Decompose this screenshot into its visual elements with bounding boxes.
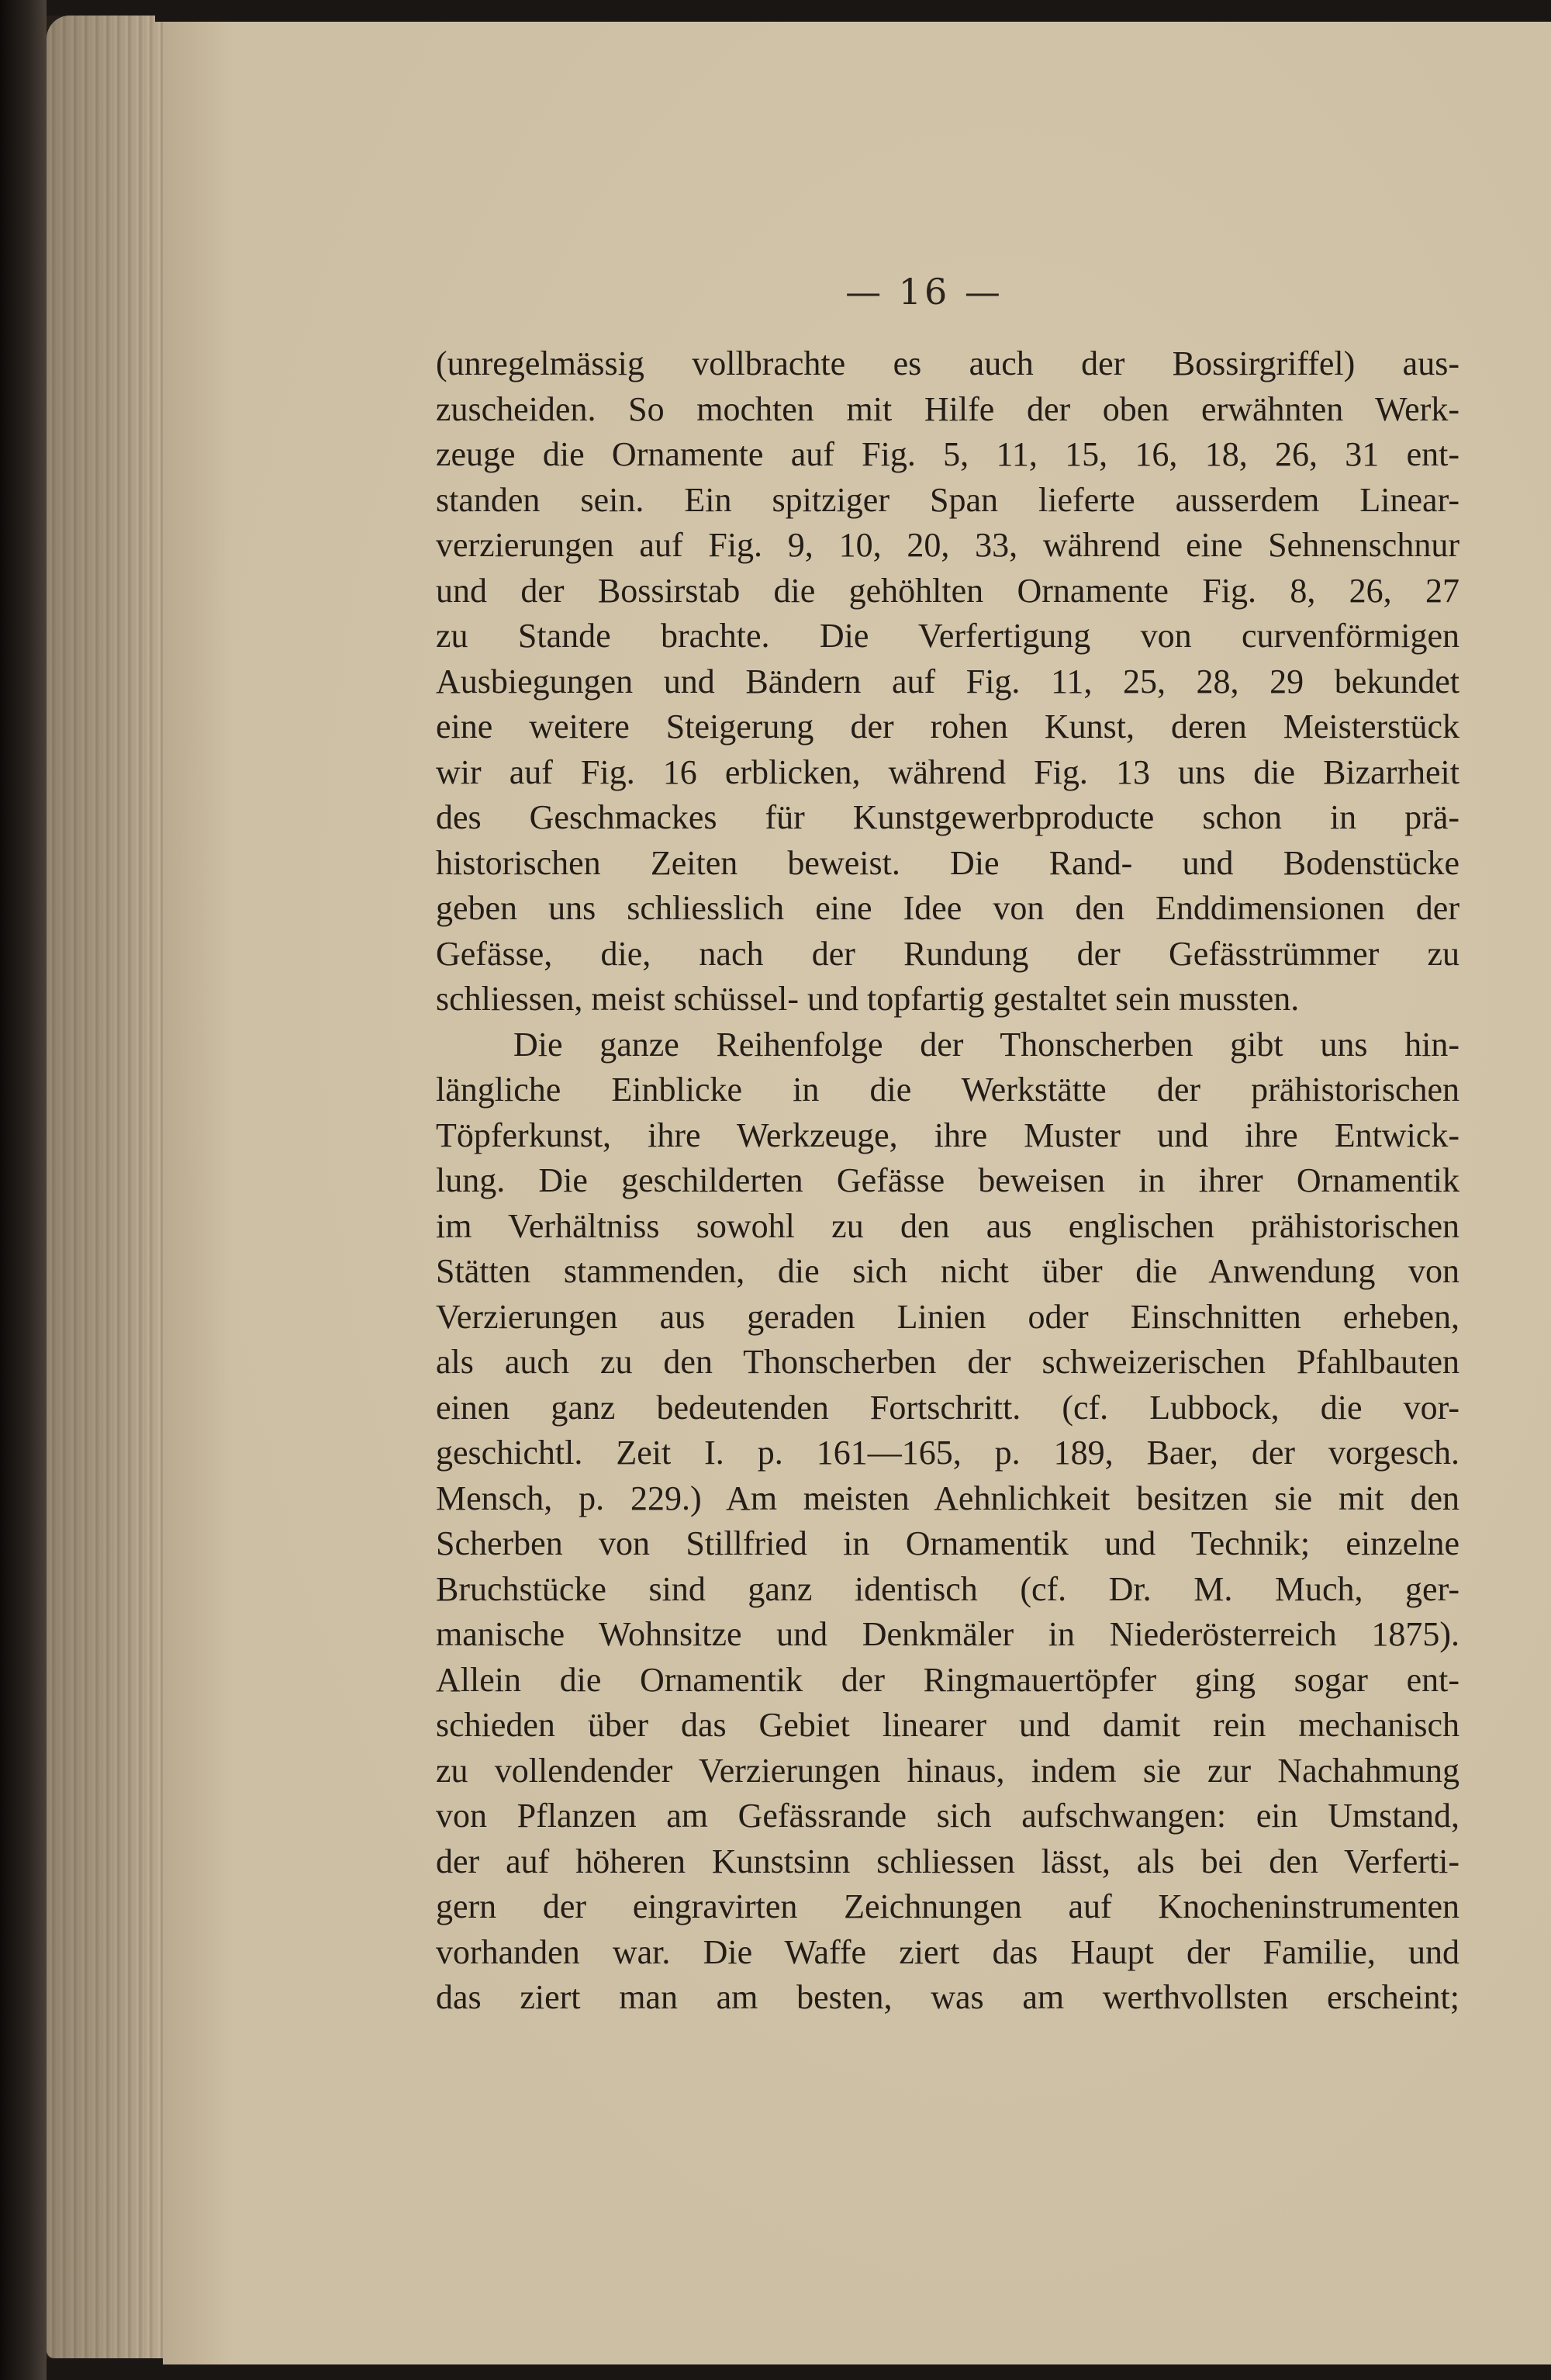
text-line: manische Wohnsitze und Denkmäler in Niederösterreich 1875). [436,1615,1459,1653]
text-line: standen sein. Ein spitziger Span lieferte ausserdem Linear- [436,480,1459,519]
text-line: längliche Einblicke in die Werkstätte der prähistorischen [436,1071,1459,1109]
page-number: — 16 — [845,271,1003,313]
text-line: schieden über das Gebiet linearer und damit rein mechanisch [436,1706,1459,1744]
text-line: Die ganze Reihenfolge der Thonscherben gibt uns hin- [513,1025,1459,1064]
text-line: schliessen, meist schüssel- und topfartig gestaltet sein mussten. [436,980,1300,1018]
text-line: geschichtl. Zeit I. p. 161—165, p. 189, Baer, der vorgesch. [436,1434,1459,1472]
text-line: Gefässe, die, nach der Rundung der Gefässtrümmer zu [436,934,1459,973]
text-line: als auch zu den Thonscherben der schweizerischen Pfahlbauten [436,1343,1459,1381]
text-line: vorhanden war. Die Waffe ziert das Haupt der Familie, und [436,1932,1459,1971]
top-shadow [155,0,1551,22]
text-line: wir auf Fig. 16 erblicken, während Fig. 13 uns die Bizarrheit [436,752,1459,791]
text-line: und der Bossirstab die gehöhlten Ornamente Fig. 8, 26, 27 [436,571,1459,610]
text-line: Bruchstücke sind ganz identisch (cf. Dr. M. Much, ger- [436,1569,1459,1608]
text-line: der auf höheren Kunstsinn schliessen lässt, als bei den Verferti- [436,1842,1459,1880]
text-line: historischen Zeiten beweist. Die Rand- und Bodenstücke [436,843,1459,882]
text-line: verzierungen auf Fig. 9, 10, 20, 33, während eine Sehnenschnur [436,526,1459,564]
body-text [436,341,1459,2021]
text-line: Stätten stammenden, die sich nicht über die Anwendung von [436,1252,1459,1290]
text-line: Mensch, p. 229.) Am meisten Aehnlichkeit besitzen sie mit den [436,1479,1459,1517]
page-edges [47,16,178,2358]
text-line: von Pflanzen am Gefässrande sich aufschwangen: ein Umstand, [436,1797,1459,1835]
text-line: des Geschmackes für Kunstgewerbproducte schon in prä- [436,798,1459,836]
text-line: Verzierungen aus geraden Linien oder Einschnitten erheben, [436,1297,1459,1336]
text-line: zuscheiden. So mochten mit Hilfe der oben erwähnten Werk- [436,389,1459,428]
text-line: Ausbiegungen und Bändern auf Fig. 11, 25, 28, 29 bekundet [436,662,1459,701]
text-line: gern der eingravirten Zeichnungen auf Knocheninstrumenten [436,1887,1459,1925]
text-line: einen ganz bedeutenden Fortschritt. (cf. Lubbock, die vor- [436,1388,1459,1427]
text-line: zeuge die Ornamente auf Fig. 5, 11, 15, 16, 18, 26, 31 ent- [436,435,1459,473]
text-line: zu vollendender Verzierungen hinaus, indem sie zur Nachahmung [436,1751,1459,1790]
text-line: Allein die Ornamentik der Ringmauertöpfer ging sogar ent- [436,1660,1459,1699]
text-line: das ziert man am besten, was am werthvollsten erscheint; [436,1978,1459,2016]
text-line: geben uns schliesslich eine Idee von den Enddimensionen der [436,889,1459,927]
book-binding [0,0,47,2380]
text-line: (unregelmässig vollbrachte es auch der Bossirgriffel) aus- [436,344,1459,382]
text-line: Töpferkunst, ihre Werkzeuge, ihre Muster und ihre Entwick- [436,1116,1459,1154]
text-line: lung. Die geschilderten Gefässe beweisen in ihrer Ornamentik [436,1161,1459,1199]
text-line: im Verhältniss sowohl zu den aus englischen prähistorischen [436,1206,1459,1245]
text-line: eine weitere Steigerung der rohen Kunst, deren Meisterstück [436,707,1459,745]
text-line: Scherben von Stillfried in Ornamentik und Technik; einzelne [436,1524,1459,1562]
text-line: zu Stande brachte. Die Verfertigung von curvenförmigen [436,617,1459,655]
